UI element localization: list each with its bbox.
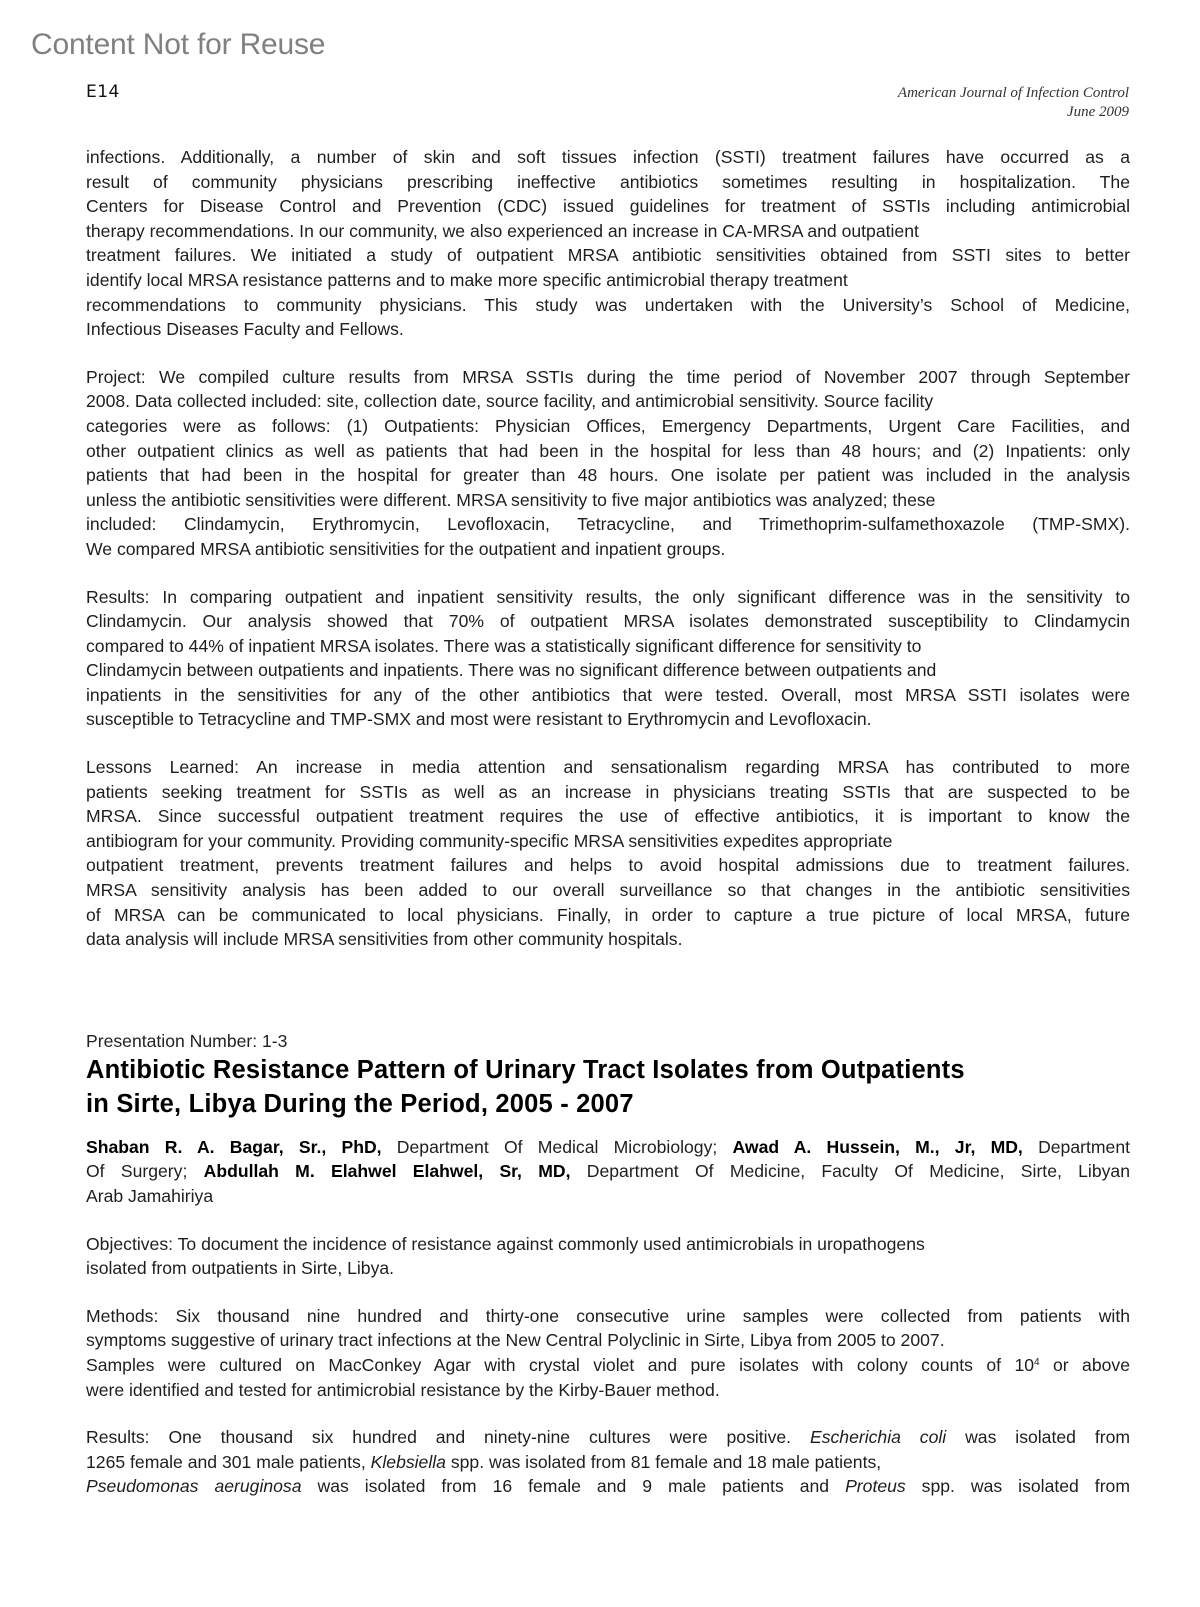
text-line: symptoms suggestive of urinary tract infections at the New Central Polyclinic in Sirte, Libya from 2005 to 2007. <box>86 1330 945 1351</box>
author-name: Abdullah M. Elahwel Elahwel, Sr, MD, <box>203 1161 571 1182</box>
results2-paragraph <box>86 1425 1130 1499</box>
journal-header <box>898 84 1129 122</box>
text-line: result of community physicians prescribing ineffective antibiotics sometimes resulting in hospitalization. The <box>86 171 1130 192</box>
text-line: susceptible to Tetracycline and TMP-SMX and most were resistant to Erythromycin and Levofloxacin. <box>86 709 872 730</box>
authors-block <box>86 1135 1130 1209</box>
lessons-paragraph <box>86 755 1130 952</box>
title-line: in Sirte, Libya During the Period, 2005 - 2007 <box>86 1089 634 1118</box>
page-number: E14 <box>86 82 120 102</box>
text-segment: Results: One thousand six hundred and ninety-nine cultures were positive. <box>86 1427 810 1448</box>
author-affiliation: Department Of Medical Microbiology; <box>381 1136 733 1157</box>
text-line: MRSA sensitivity analysis has been added to our overall surveillance so that changes in the antibiotic sensitivities <box>86 880 1130 901</box>
text-line: other outpatient clinics as well as patients that had been in the hospital for less than 48 hours; and (2) Inpatients: only <box>86 440 1130 461</box>
title-line: Antibiotic Resistance Pattern of Urinary Tract Isolates from Outpatients <box>86 1055 965 1084</box>
text-line <box>86 1450 1130 1475</box>
text-line <box>86 1425 1130 1450</box>
text-line: Centers for Disease Control and Prevention (CDC) issued guidelines for treatment of SSTIs including antimicrobial <box>86 196 1130 217</box>
text-line: infections. Additionally, a number of skin and soft tissues infection (SSTI) treatment failures have occurred as a <box>86 147 1130 167</box>
text-line: unless the antibiotic sensitivities were different. MRSA sensitivity to five major antibiotics was analyzed; these <box>86 489 936 510</box>
text-line <box>86 1353 1130 1378</box>
intro-paragraph <box>86 145 1130 342</box>
journal-title: American Journal of Infection Control <box>897 85 1129 101</box>
text-line: recommendations to community physicians. This study was undertaken with the University’s School of Medicine, <box>86 294 1130 315</box>
text-line: We compared MRSA antibiotic sensitivities for the outpatient and inpatient groups. <box>86 538 726 559</box>
text-line: Lessons Learned: An increase in media attention and sensationalism regarding MRSA has contributed to more <box>86 757 1130 778</box>
text-line: Clindamycin between outpatients and inpatients. There was no significant difference between outpatients and <box>86 660 937 681</box>
author-affiliation: Department <box>1022 1136 1130 1157</box>
text-line: Objectives: To document the incidence of resistance against commonly used antimicrobials in uropathogens <box>86 1233 925 1254</box>
organism-name: Proteus <box>845 1476 906 1497</box>
text-line: therapy recommendations. In our community, we also experienced an increase in CA-MRSA and outpatient <box>86 220 919 241</box>
text-line: of MRSA can be communicated to local physicians. Finally, in order to capture a true picture of local MRSA, future <box>86 904 1130 925</box>
text-line: Methods: Six thousand nine hundred and thirty-one consecutive urine samples were collected from patients with <box>86 1305 1130 1326</box>
text-segment: or above <box>1039 1354 1130 1375</box>
project-paragraph <box>86 365 1130 562</box>
methods-paragraph <box>86 1304 1130 1402</box>
author-affiliation: Department Of Medicine, Faculty Of Medicine, Sirte, Libyan <box>570 1161 1130 1182</box>
text-line: Project: We compiled culture results from MRSA SSTIs during the time period of November 2007 through September <box>86 366 1130 387</box>
organism-name: Pseudomonas aeruginosa <box>86 1476 302 1497</box>
text-segment: 1265 female and 301 male patients, <box>86 1451 371 1472</box>
author-name: Awad A. Hussein, M., Jr, MD, <box>732 1136 1023 1157</box>
text-line: MRSA. Since successful outpatient treatment requires the use of effective antibiotics, it is important to know the <box>86 806 1130 827</box>
text-line <box>86 1474 1130 1499</box>
text-line: compared to 44% of inpatient MRSA isolates. There was a statistically significant difference for sensitivity to <box>86 635 922 656</box>
text-segment: spp. was isolated from <box>905 1476 1130 1497</box>
text-line: patients that had been in the hospital for greater than 48 hours. One isolate per patient was included in the analysis <box>86 465 1130 486</box>
text-line: 2008. Data collected included: site, collection date, source facility, and antimicrobial sensitivity. Source facility <box>86 391 934 412</box>
text-line: Infectious Diseases Faculty and Fellows. <box>86 319 404 340</box>
organism-name: Escherichia coli <box>809 1427 947 1448</box>
text-line: isolated from outpatients in Sirte, Libya. <box>86 1258 395 1279</box>
text-line: identify local MRSA resistance patterns and to make more specific antimicrobial therapy treatment <box>86 269 848 290</box>
text-line: inpatients in the sensitivities for any of the other antibiotics that were tested. Overall, most MRSA SSTI isolates were <box>86 684 1130 705</box>
text-line: were identified and tested for antimicrobial resistance by the Kirby-Bauer method. <box>86 1379 720 1400</box>
text-segment: spp. was isolated from 81 female and 18 male patients, <box>445 1451 882 1472</box>
author-name: Shaban R. A. Bagar, Sr., PhD, <box>86 1136 382 1157</box>
text-segment: was isolated from 16 female and 9 male patients and <box>301 1476 846 1497</box>
text-line: treatment failures. We initiated a study of outpatient MRSA antibiotic sensitivities obtained from SSTI sites to better <box>86 245 1130 266</box>
text-line: Clindamycin. Our analysis showed that 70% of outpatient MRSA isolates demonstrated susceptibility to Clindamycin <box>86 611 1130 632</box>
text-line: categories were as follows: (1) Outpatients: Physician Offices, Emergency Departments, Urgent Care Facilities, and <box>86 415 1130 436</box>
superscript: 4 <box>1034 1356 1040 1368</box>
text-line: antibiogram for your community. Providing community-specific MRSA sensitivities expedites appropriate <box>86 830 893 851</box>
article-title <box>86 1053 1130 1121</box>
objectives-paragraph <box>86 1232 1130 1281</box>
text-line: Arab Jamahiriya <box>86 1186 214 1206</box>
author-affiliation: Of Surgery; <box>86 1161 204 1182</box>
page-content <box>86 145 1130 1499</box>
text-line <box>86 1135 1130 1160</box>
text-segment: Samples were cultured on MacConkey Agar with crystal violet and pure isolates with colony counts of 10 <box>86 1354 1035 1375</box>
text-line: outpatient treatment, prevents treatment failures and helps to avoid hospital admissions due to treatment failures. <box>86 855 1130 876</box>
results-paragraph <box>86 585 1130 733</box>
text-segment: was isolated from <box>946 1427 1131 1448</box>
text-line <box>86 1159 1130 1184</box>
text-line: patients seeking treatment for SSTIs as well as an increase in physicians treating SSTIs that are suspected to be <box>86 781 1130 802</box>
text-line: Results: In comparing outpatient and inpatient sensitivity results, the only significant difference was in the sensitivity to <box>86 586 1130 607</box>
watermark: Content Not for Reuse <box>31 28 326 61</box>
text-line: data analysis will include MRSA sensitivities from other community hospitals. <box>86 929 683 950</box>
presentation-number: Presentation Number: 1-3 <box>86 1030 288 1051</box>
issue-date: June 2009 <box>1066 104 1129 120</box>
text-line: included: Clindamycin, Erythromycin, Levofloxacin, Tetracycline, and Trimethoprim-sulfamethoxazole (TMP-SMX). <box>86 514 1130 535</box>
organism-name: Klebsiella <box>370 1451 446 1472</box>
